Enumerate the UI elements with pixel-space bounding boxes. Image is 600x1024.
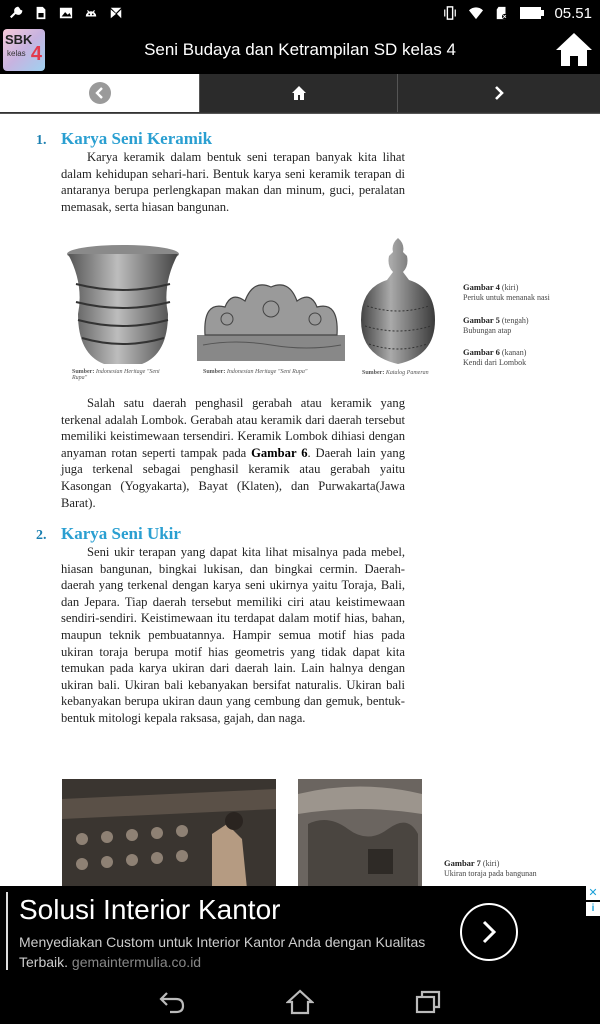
image-credit: Sumber: Indonesian Heritage "Seni Rupa"	[203, 369, 308, 375]
back-icon[interactable]	[158, 988, 186, 1016]
app-logo-subtext: kelas	[7, 49, 26, 58]
app-logo	[3, 29, 45, 71]
ad-close-icon[interactable]: ✕	[586, 886, 600, 900]
page-navigation	[0, 74, 600, 114]
roof-ornament-image	[195, 279, 347, 365]
previous-page-button[interactable]	[0, 74, 199, 112]
wifi-icon	[468, 6, 484, 20]
ad-open-button[interactable]	[460, 903, 518, 961]
section-heading	[36, 524, 181, 544]
chevron-left-icon	[89, 82, 111, 104]
recent-apps-icon[interactable]	[414, 988, 442, 1016]
ad-info-icon[interactable]: i	[586, 902, 600, 916]
figure-caption: Gambar 4 (kiri) Periuk untuk menanak nasi	[463, 282, 550, 302]
battery-icon	[520, 6, 544, 20]
gallery-icon	[58, 6, 74, 20]
toraja-carving-photo	[62, 779, 276, 886]
section-title: Karya Seni Ukir	[61, 524, 181, 543]
ad-title[interactable]: Solusi Interior Kantor	[19, 894, 281, 925]
home-page-button[interactable]	[199, 74, 398, 112]
app-logo-text: SBK	[5, 32, 33, 47]
status-bar	[0, 0, 600, 26]
ad-domain: gemaintermulia.co.id	[71, 954, 202, 970]
ad-divider	[6, 892, 8, 970]
app-logo-number: 4	[30, 43, 42, 65]
figure-caption: Gambar 7 (kiri) Ukiran toraja pada bangunan	[444, 858, 537, 878]
section-number: 2.	[36, 528, 47, 543]
section-heading	[36, 129, 212, 149]
vibrate-icon	[442, 6, 458, 20]
ad-banner[interactable]	[0, 886, 600, 980]
clock: 05.51	[554, 4, 592, 22]
figure-caption: Gambar 6 (kanan) Kendi dari Lombok	[463, 347, 527, 367]
sim-icon	[33, 6, 49, 20]
bali-carving-photo	[298, 779, 422, 886]
app-bar	[0, 26, 600, 74]
section-number: 1.	[36, 133, 47, 148]
system-navigation-bar	[0, 980, 600, 1024]
home-icon[interactable]	[554, 30, 594, 70]
android-icon	[83, 6, 99, 20]
paragraph: Salah satu daerah penghasil gerabah atau keramik yang terkenal adalah Lombok. Gerabah atau keramik dari daerah tersebut memiliki keistimewaan tersendiri. Keramik Lombok dihiasi dengan anyaman rotan seperti tampak pada Gambar 6. Daerah lain yang juga terkenal sebagai penghasil keramik atau gerabah yaitu Kasongan (Yogyakarta), Bayat (Klaten), dan Purwakarta(Jawa Barat).	[61, 396, 405, 510]
ad-description[interactable]: Menyediakan Custom untuk Interior Kantor Anda dengan Kualitas Terbaik. gemaintermulia.co.id	[19, 934, 426, 970]
figure-caption: Gambar 5 (tengah) Bubungan atap	[463, 315, 529, 335]
book-page[interactable]	[0, 114, 600, 886]
home-small-icon	[291, 85, 307, 101]
paragraph: Karya keramik dalam bentuk seni terapan banyak kita lihat dalam kehidupan sehari-hari. Bentuk karya seni keramik terapan di antaranya berupa perlengkapan makan dan minum, guci, peralatan memasak, serta hiasan bangunan.	[61, 150, 405, 214]
clay-pot-image	[64, 244, 182, 368]
chevron-right-icon	[492, 85, 506, 101]
lombok-jug-image	[357, 236, 439, 368]
mail-icon	[108, 6, 124, 20]
image-credit: Sumber: Indonesian Heritage "Seni Rupa"	[72, 369, 160, 381]
chevron-right-icon	[479, 919, 499, 945]
sd-card-icon	[494, 6, 510, 20]
paragraph: Seni ukir terapan yang dapat kita lihat misalnya pada mebel, hiasan bangunan, bingkai lukisan, dan bingkai cermin. Daerah-daerah yang terkenal dengan karya seni ukirnya yaitu Toraja, Bali, dan Jepara. Tiap daerah tersebut memiliki ciri atau keistimewaan sendiri-sendiri. Keistimewaan itu terdapat dalam motif hias, bahan, maupun teknik pembuatannya. Hampir semua motif hias pada ukiran toraja berupa motif hias geometris yang tidak dapat kita temukan pada karya ukiran dari daerah lain. Lain halnya dengan ukiran bali. Ukiran bali kebanyakan bersifat naturalis. Ukiran bali kebanyakan berupa ukiran daun yang cembung dan gemuk, bentuk-bentuk mitologi kepala raksasa, gajah, dan naga.	[61, 545, 405, 725]
wrench-icon	[8, 6, 24, 20]
app-title: Seni Budaya dan Ketrampilan SD kelas 4	[144, 40, 456, 59]
section-title: Karya Seni Keramik	[61, 129, 213, 148]
image-credit: Sumber: Katalog Pameran	[362, 370, 429, 376]
home-icon[interactable]	[286, 988, 314, 1016]
next-page-button[interactable]	[398, 74, 600, 112]
